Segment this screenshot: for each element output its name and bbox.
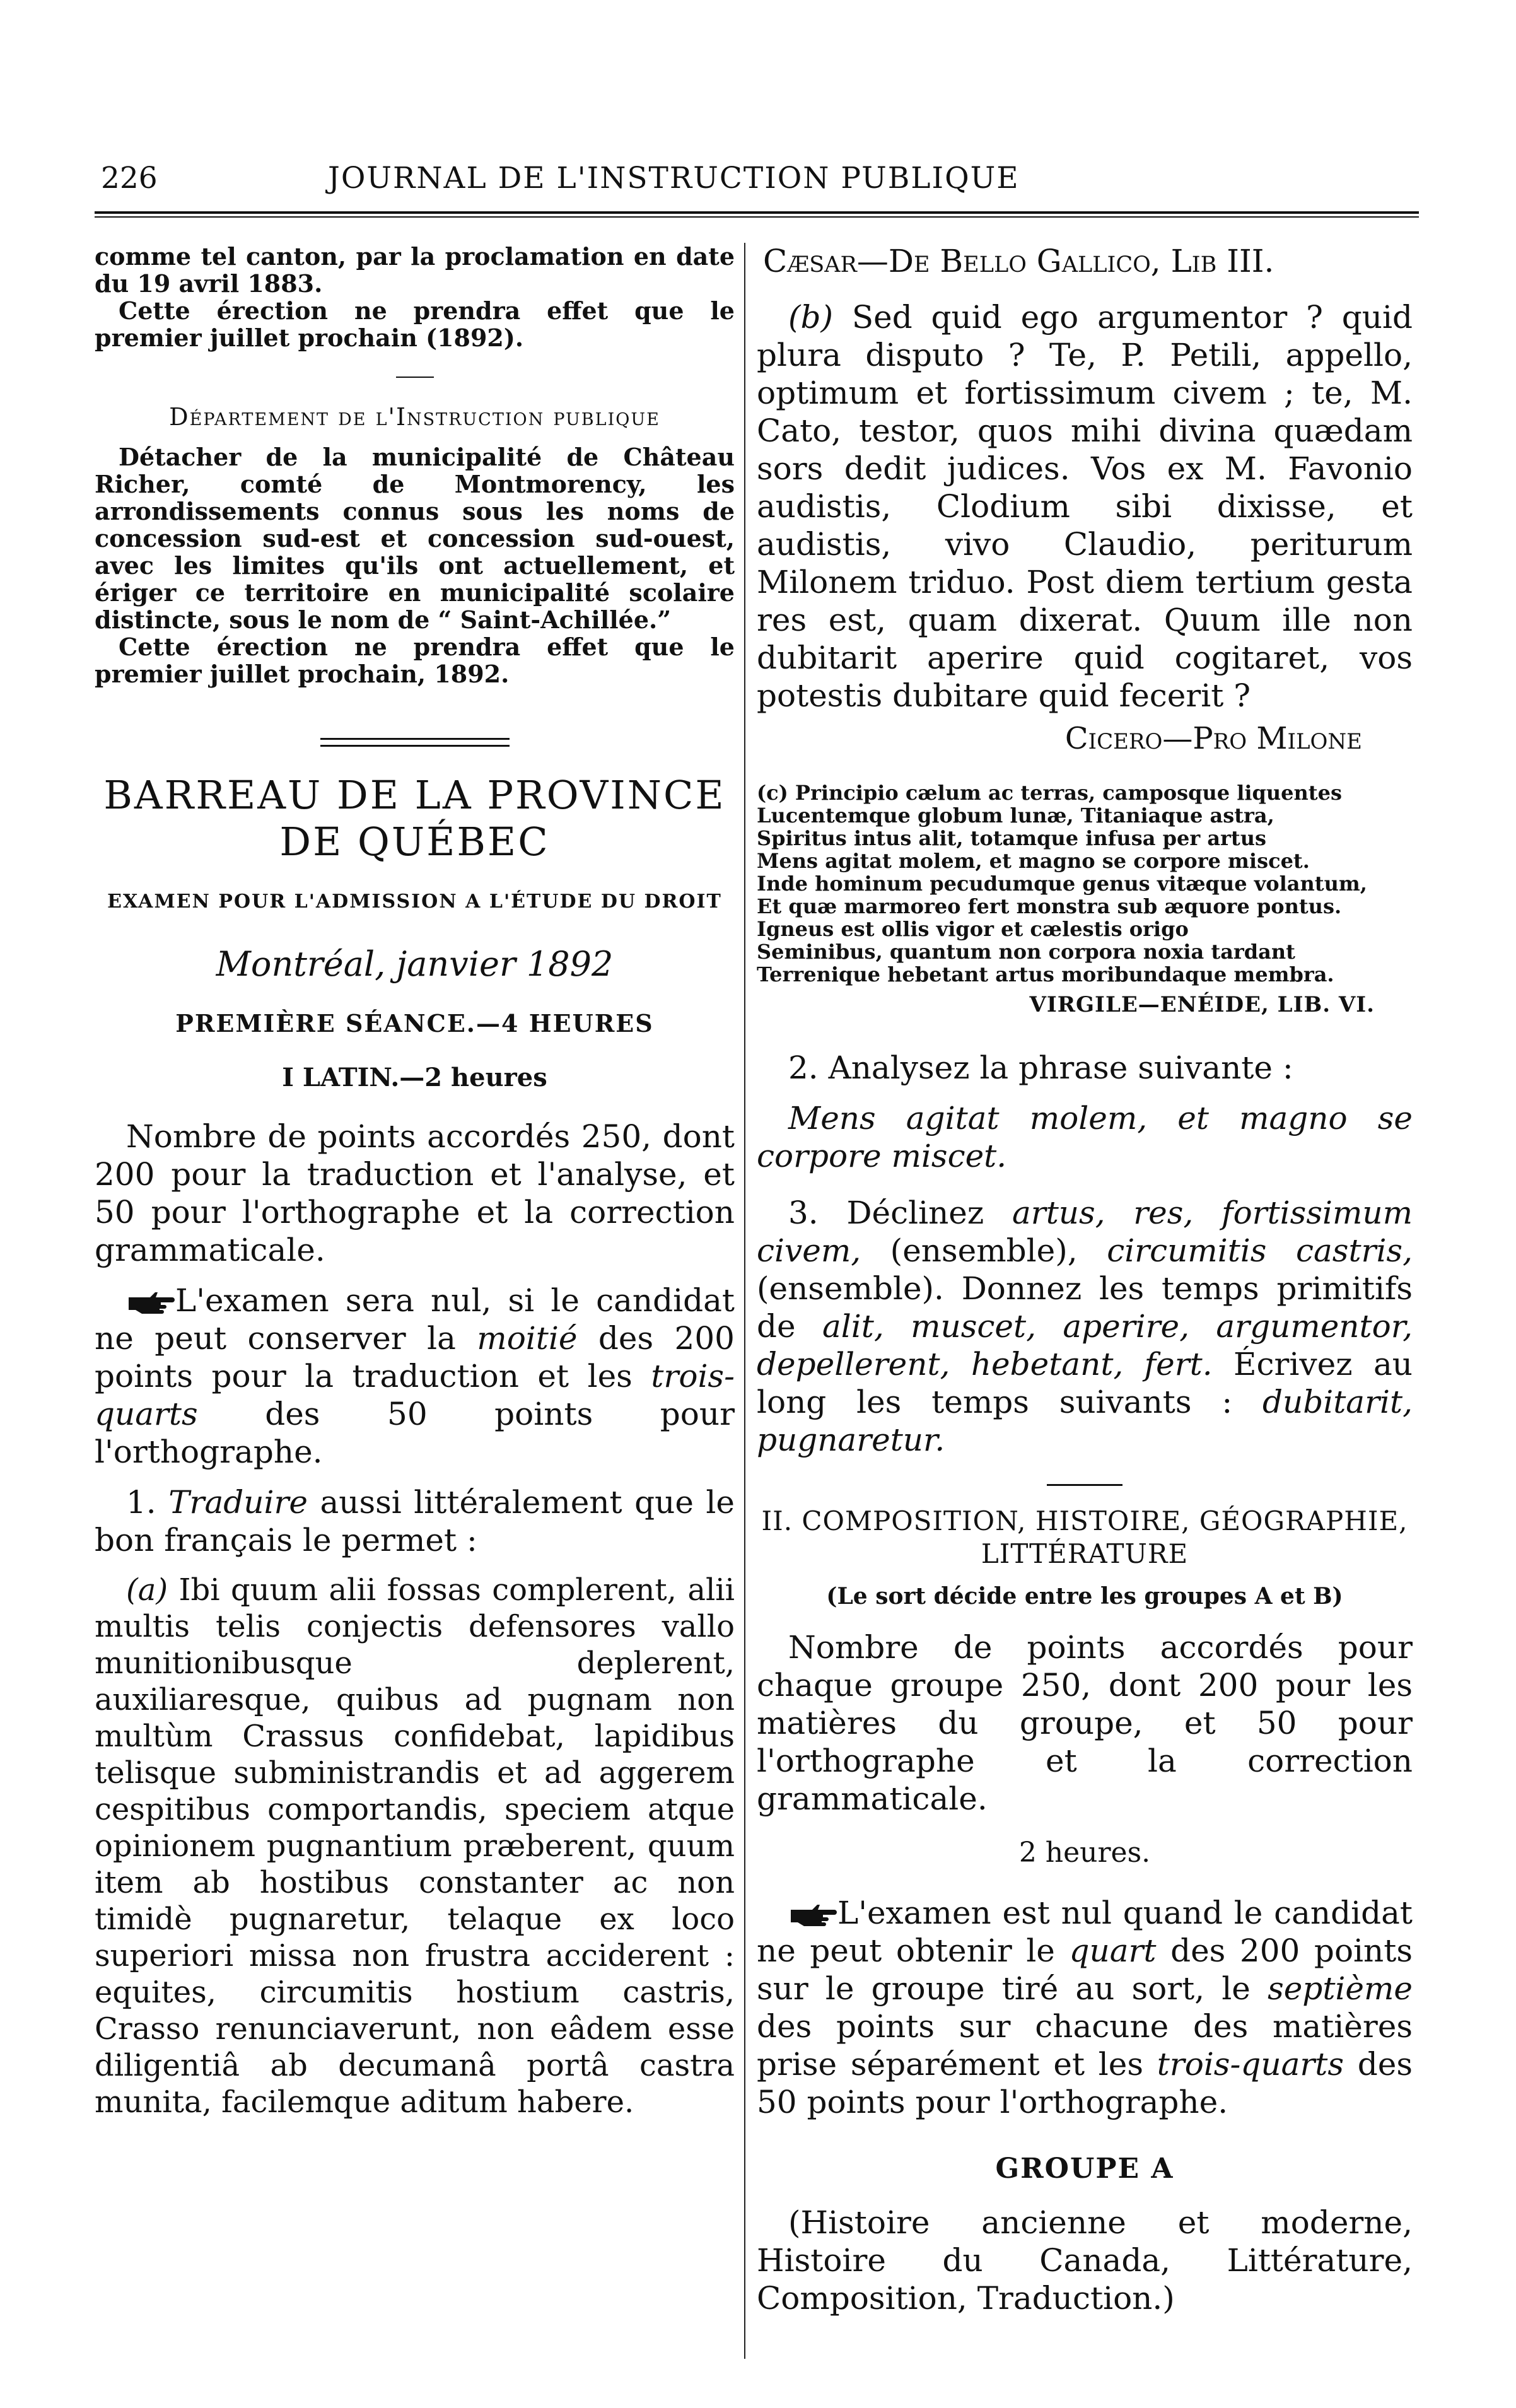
sec2-warning-text-3: des points sur chacune des matières prise séparément et les <box>757 2008 1413 2083</box>
latin-passage-a <box>95 1572 735 2120</box>
barreau-title: BARREAU DE LA PROVINCE DE QUÉBEC <box>103 772 726 865</box>
question-1-text: aussi littéralement que le bon français le permet : <box>95 1484 735 1558</box>
virgil-attribution: VIRGILE—ENÉIDE, LIB. VI. <box>1029 992 1375 1017</box>
passage-a-label: (a) <box>126 1572 168 1608</box>
groupe-a-heading: GROUPE A <box>995 2153 1174 2185</box>
department-decree-text: Détacher de la municipalité de Château Richer, comté de Montmorency, les arrondissements connus sous les noms de concession sud-est et concession sud-ouest, avec les limites qu'ils ont actuellement, et ériger ce territoire en municipalité scolaire distincte, sous le nom de “ Saint-Achillée.” <box>95 443 735 634</box>
warning-text-3: des 50 points pour l'orthographe. <box>95 1396 735 1470</box>
q3-words-4: dubitarit, pugnaretur. <box>757 1384 1413 1458</box>
sec2-warning-quart: quart <box>1069 1932 1157 1969</box>
page-number: 226 <box>101 161 158 196</box>
running-title: JOURNAL DE L'INSTRUCTION PUBLIQUE <box>328 161 1020 196</box>
department-decree-effect: Cette érection ne prendra effet que le premier juillet prochain, 1892. <box>95 633 735 688</box>
question-1 <box>95 1483 735 1559</box>
exam-subtitle: EXAMEN POUR L'ADMISSION A L'ÉTUDE DU DROIT <box>107 891 722 913</box>
verse-line: Seminibus, quantum non corpora noxia tardant <box>757 940 1295 964</box>
sec2-warning-trois-quarts: trois-quarts <box>1157 2046 1344 2083</box>
right-column <box>757 243 1413 2317</box>
latin-verses-c <box>757 781 1413 986</box>
sec2-warning-text-1: L'examen est nul quand le candidat ne peut obtenir le <box>757 1895 1413 1969</box>
passage-b-text: Sed quid ego argumentor ? quid plura disputo ? Te, P. Petili, appello, optimum et fortissimum civem ; te, M. Cato, testor, quos mihi divina quædam sors dedit judices. Vos ex M. Favonio audistis, Clodium sibi dixisse, et audistis, vivo Claudio, periturum Milonem triduo. Post diem tertium gesta res est, quam dixerat. Quum ille non dubitarit aperire quid cogitaret, vos potestis dubitare quid fecerit ? <box>757 299 1413 714</box>
q3-text-c: (ensemble). Donnez les temps primitifs de <box>757 1270 1413 1345</box>
q3-words-2: circumitis castris, <box>1107 1232 1413 1269</box>
pointing-hand-icon <box>126 1289 175 1315</box>
sec2-warning-septieme: septième <box>1268 1970 1413 2007</box>
section-2-time: 2 heures. <box>1018 1837 1151 1869</box>
warning-trois-quarts: trois-quarts <box>95 1358 735 1432</box>
cicero-attribution: Cicero—Pro Milone <box>1064 721 1362 756</box>
caesar-attribution: Cæsar—De Bello Gallico, Lib III. <box>763 243 1274 279</box>
q3-text-b: (ensemble), <box>861 1232 1107 1269</box>
pointing-hand-icon <box>788 1901 837 1927</box>
verse-line: Mens agitat molem, et magno se corpore miscet. <box>757 849 1310 873</box>
sec2-warning-text-2: des 200 points sur le groupe tiré au sort, le <box>757 1932 1413 2007</box>
page-header <box>101 161 1419 205</box>
section-divider <box>320 738 510 747</box>
header-rule <box>95 211 1419 218</box>
section-2-warning <box>757 1894 1413 2121</box>
column-divider <box>744 243 745 2359</box>
session-heading: PREMIÈRE SÉANCE.—4 HEURES <box>175 1009 654 1037</box>
question-2-quote: Mens agitat molem, et magno se corpore miscet. <box>757 1100 1413 1174</box>
q3-words-1: artus, res, fortissimum civem, <box>757 1195 1413 1269</box>
q3-words-3: alit, muscet, aperire, argumentor, depellerent, hebetant, fert. <box>757 1308 1413 1382</box>
verse-line: Et quæ marmoreo fert monstra sub æquore pontus. <box>757 894 1342 918</box>
verse-line: Terrenique hebetant artus moribundaque membra. <box>757 962 1334 986</box>
section-2-title: II. COMPOSITION, HISTOIRE, GÉOGRAPHIE, LITTÉRATURE <box>761 1505 1408 1569</box>
passage-b-label: (b) <box>788 299 834 336</box>
question-2: 2. Analysez la phrase suivante : <box>788 1049 1293 1086</box>
groupe-a-description: (Histoire ancienne et moderne, Histoire du Canada, Littérature, Composition, Traduction.) <box>757 2204 1413 2317</box>
verse-line: (c) Principio cælum ac terras, camposque liquentes <box>757 781 1342 805</box>
decree-continuation <box>95 243 735 351</box>
q3-text-a: 3. Déclinez <box>788 1195 1012 1231</box>
warning-text-1: L'examen sera nul, si le candidat ne peut conserver la <box>95 1282 735 1357</box>
decree-text: comme tel canton, par la proclamation en date du 19 avril 1883. <box>95 242 735 298</box>
verse-line: Inde hominum pecudumque genus vitæque volantum, <box>757 872 1367 896</box>
question-3 <box>757 1194 1413 1459</box>
latin-passage-b <box>757 298 1413 715</box>
latin-heading: I LATIN.—2 heures <box>282 1063 547 1092</box>
question-1-verb: Traduire <box>168 1484 308 1521</box>
verse-line: Igneus est ollis vigor et cælestis origo <box>757 917 1189 941</box>
department-heading: Département de l'Instruction publique <box>169 403 660 431</box>
passage-a-text: Ibi quum alii fossas complerent, alii multis telis conjectis defensores vallo munitionibusque deplerent, auxiliaresque, quibus ad pugnam non multùm Crassus confidebat, lapidibus telisque subministrandis et ad aggerem cespitibus comportandis, speciem atque opinionem pugnantium præberent, quum item ab hostibus constanter ac non timidè pugnaretur, telaque ex loco superiori missa non frustra acciderent : equites, circumitis hostium castris, Crasso renunciaverunt, non eâdem esse diligentiâ ab decumanâ portâ castra munita, facilemque aditum habere. <box>95 1572 735 2120</box>
decree-effect: Cette érection ne prendra effet que le premier juillet prochain (1892). <box>95 296 735 352</box>
question-1-number: 1. <box>126 1484 169 1521</box>
points-paragraph: Nombre de points accordés 250, dont 200 pour la traduction et l'analyse, et 50 pour l'orthographe et la correction grammaticale. <box>95 1118 735 1268</box>
warning-text-2: des 200 points pour la traduction et les <box>95 1320 735 1394</box>
department-decree <box>95 443 735 687</box>
place-date: Montréal, janvier 1892 <box>216 944 614 984</box>
warning-paragraph <box>95 1282 735 1471</box>
sec2-warning-text-4: des 50 points pour l'orthographe. <box>757 2046 1413 2120</box>
section-2-subtitle: (Le sort décide entre les groupes A et B) <box>826 1583 1343 1610</box>
verse-line: Lucentemque globum lunæ, Titaniaque astra, <box>757 804 1274 827</box>
verse-line: Spiritus intus alit, totamque infusa per artus <box>757 826 1266 850</box>
q3-text-d: Écrivez au long les temps suivants : <box>757 1346 1413 1420</box>
warning-moitie: moitié <box>477 1320 578 1357</box>
section-2-points: Nombre de points accordés pour chaque groupe 250, dont 200 pour les matières du groupe, et 50 pour l'orthographe et la correction grammaticale. <box>757 1629 1413 1817</box>
left-column <box>95 243 735 2120</box>
